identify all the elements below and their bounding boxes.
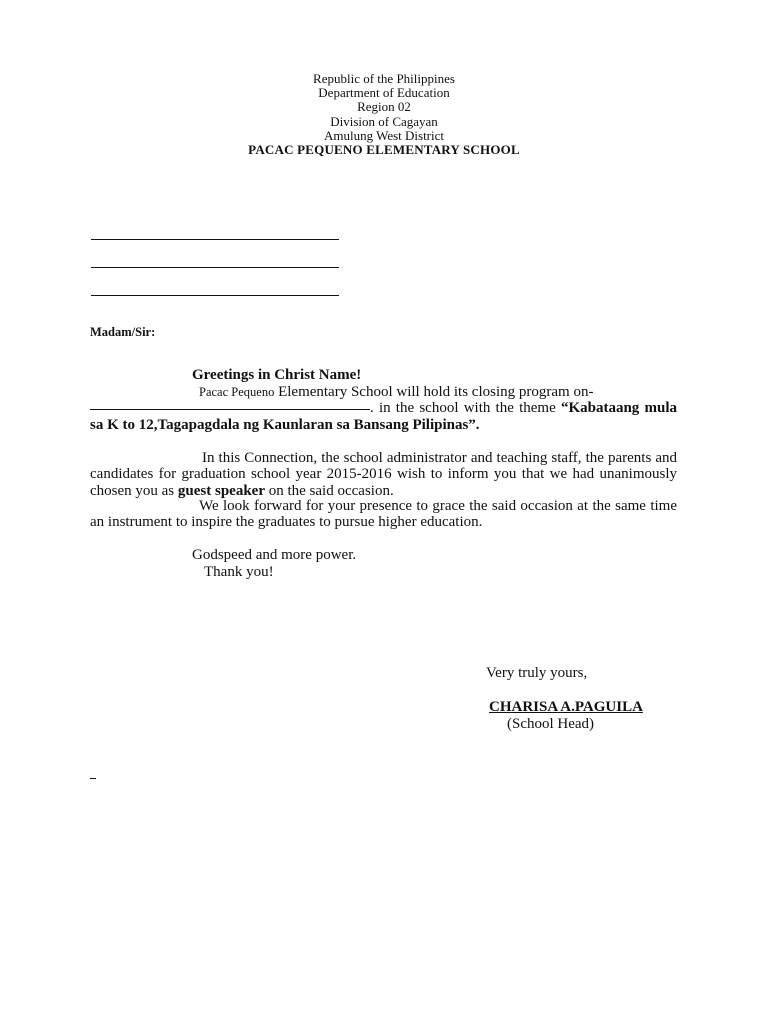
greeting: Greetings in Christ Name! — [192, 367, 362, 383]
paragraph-1-after-blank: . in the school with the theme — [370, 400, 561, 417]
signatory-name: CHARISA A.PAGUILA — [489, 699, 643, 715]
paragraph-2-end: on the said occasion. — [264, 482, 394, 499]
paragraph-3-text: We look forward for your presence to grace the said occasion at the same time an instrument to inspire the graduates to pursue higher education. — [90, 498, 677, 531]
letterhead-division: Division of Cagayan — [330, 113, 438, 129]
program-theme: “Kabataang mula sa K to 12,Tagapagdala ng Kaunlaran sa Bansang Pilipinas”. — [90, 400, 677, 433]
recipient-position-blank — [91, 267, 339, 268]
letterhead-region: Region 02 — [357, 99, 411, 115]
stray-underscore-mark — [90, 778, 96, 779]
paragraph-look-forward — [90, 498, 677, 531]
paragraph-guest-speaker — [90, 450, 677, 499]
letterhead-republic: Republic of the Philippines — [313, 71, 455, 86]
valediction: Very truly yours, — [486, 665, 588, 681]
letterhead-department: Department of Education — [318, 85, 450, 101]
recipient-name-blank — [91, 239, 339, 240]
paragraph-closing-program — [90, 384, 677, 433]
paragraph-1-text: Elementary School will hold its closing program on- — [274, 384, 594, 400]
recipient-address-blank — [91, 295, 339, 296]
guest-speaker-emphasis: guest speaker — [177, 482, 265, 499]
signatory-title: (School Head) — [507, 716, 595, 732]
program-date-blank — [90, 409, 370, 410]
letterhead-school-name: PACAC PEQUENO ELEMENTARY SCHOOL — [248, 142, 520, 158]
closing-godspeed: Godspeed and more power. — [192, 547, 357, 563]
salutation: Madam/Sir: — [90, 325, 156, 339]
letterhead-district: Amulung West District — [323, 127, 445, 143]
paragraph-2-text: In this Connection, the school administrator and teaching staff, the parents and candidates for graduation school year 2015-2016 wish to inform you that we had unanimously chosen you as — [90, 450, 677, 499]
school-name-small: Pacac Pequeno — [199, 385, 275, 399]
letterhead — [0, 72, 768, 157]
closing-thank-you: Thank you! — [204, 564, 274, 580]
